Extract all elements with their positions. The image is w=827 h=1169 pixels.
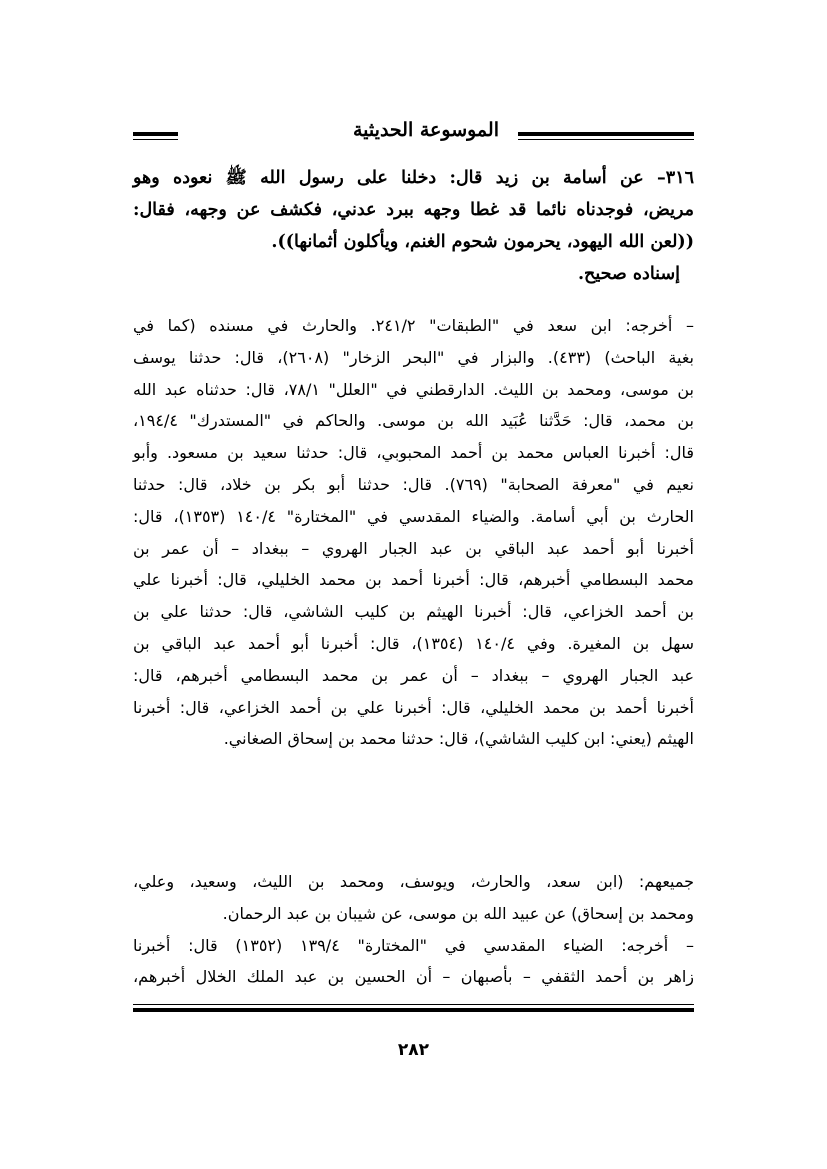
hadith-line: ٣١٦– عن أسامة بن زيد قال: دخلنا على رسول الله ﷺ نعوده وهو — [133, 168, 694, 188]
text-line: سهل بن المغيرة. وفي ١٤٠/٤ (١٣٥٤)، قال: أخبرنا أبو أحمد عبد الباقي بن — [133, 633, 694, 653]
text-line: بن أحمد الخزاعي، قال: أخبرنا الهيثم بن كليب الشاشي، قال: حدثنا علي بن — [133, 602, 694, 622]
takhrij-paragraph-1 — [133, 310, 694, 755]
hadith-line: ((لعن الله اليهود، يحرمون شحوم الغنم، ويأكلون أثمانها)). — [271, 232, 694, 252]
text-line: محمد البسطامي أخبرهم، قال: أخبرنا أحمد بن محمد الخليلي، قال: أخبرنا علي — [133, 570, 694, 590]
text-line: نعيم في "معرفة الصحابة" (٧٦٩). قال: حدثنا أبو بكر بن خلاد، قال: حدثنا — [133, 474, 694, 494]
footer-rule — [133, 1001, 694, 1012]
page-number: ٢٨٢ — [397, 1040, 430, 1060]
text-line: ومحمد بن إسحاق) عن عبيد الله بن موسى، عن شيبان بن عبد الرحمان. — [222, 903, 694, 923]
text-line: عبد الجبار الهروي – ببغداد – أن عمر بن محمد البسطامي أخبرهم، قال: — [133, 665, 694, 685]
hadith-line: مريض، فوجدناه نائما قد غطا وجهه ببرد عدني، فكشف عن وجهه، فقال: — [133, 200, 694, 220]
text-line: زاهر بن أحمد الثقفي – بأصبهان – أن الحسين بن عبد الملك الخلال أخبرهم، — [133, 967, 694, 987]
text-line: – أخرجه: ابن سعد في "الطبقات" ٢٤١/٢. والحارث في مسنده (كما في — [133, 316, 694, 335]
text-line: جميعهم: (ابن سعد، والحارث، ويوسف، ومحمد بن الليث، وسعيد، وعلي، — [133, 872, 694, 891]
text-line: أخبرنا أحمد بن محمد الخليلي، قال: أخبرنا علي بن أحمد الخزاعي، قال: أخبرنا — [133, 697, 694, 717]
running-header — [133, 118, 694, 152]
hadith-text — [133, 162, 694, 290]
text-line: – أخرجه: الضياء المقدسي في "المختارة" ١٣٩/٤ (١٣٥٢) قال: أخبرنا — [133, 935, 695, 955]
takhrij-paragraph-2 — [133, 866, 694, 993]
header-title: الموسوعة الحديثية — [353, 119, 499, 141]
isnad-grade: إسناده صحيح. — [577, 264, 680, 284]
header-rule-left — [133, 132, 178, 140]
text-line: بغية الباحث) (٤٣٣). والبزار في "البحر الزخار" (٢٦٠٨)، قال: حدثنا يوسف — [133, 347, 694, 367]
text-line: قال: أخبرنا العباس محمد بن أحمد المحبوبي، قال: حدثنا سعيد بن مسعود. وأبو — [133, 443, 694, 463]
text-line: أخبرنا أبو أحمد عبد الباقي بن عبد الجبار الهروي – ببغداد – أن عمر بن — [133, 538, 694, 558]
text-line: الحارث بن أبي أسامة. والضياء المقدسي في "المختارة" ١٤٠/٤ (١٣٥٣)، قال: — [133, 506, 695, 526]
text-line: بن موسى، ومحمد بن الليث. الدارقطني في "العلل" ٧٨/١، قال: حدثناه عبد الله — [133, 379, 695, 399]
text-line: الهيثم (يعني: ابن كليب الشاشي)، قال: حدثنا محمد بن إسحاق الصغاني. — [223, 729, 694, 749]
text-line: بن محمد، قال: حَدَّثنا عُبَيد الله بن موسى. والحاكم في "المستدرك" ١٩٤/٤، — [133, 411, 694, 431]
header-rule-right — [518, 132, 694, 140]
